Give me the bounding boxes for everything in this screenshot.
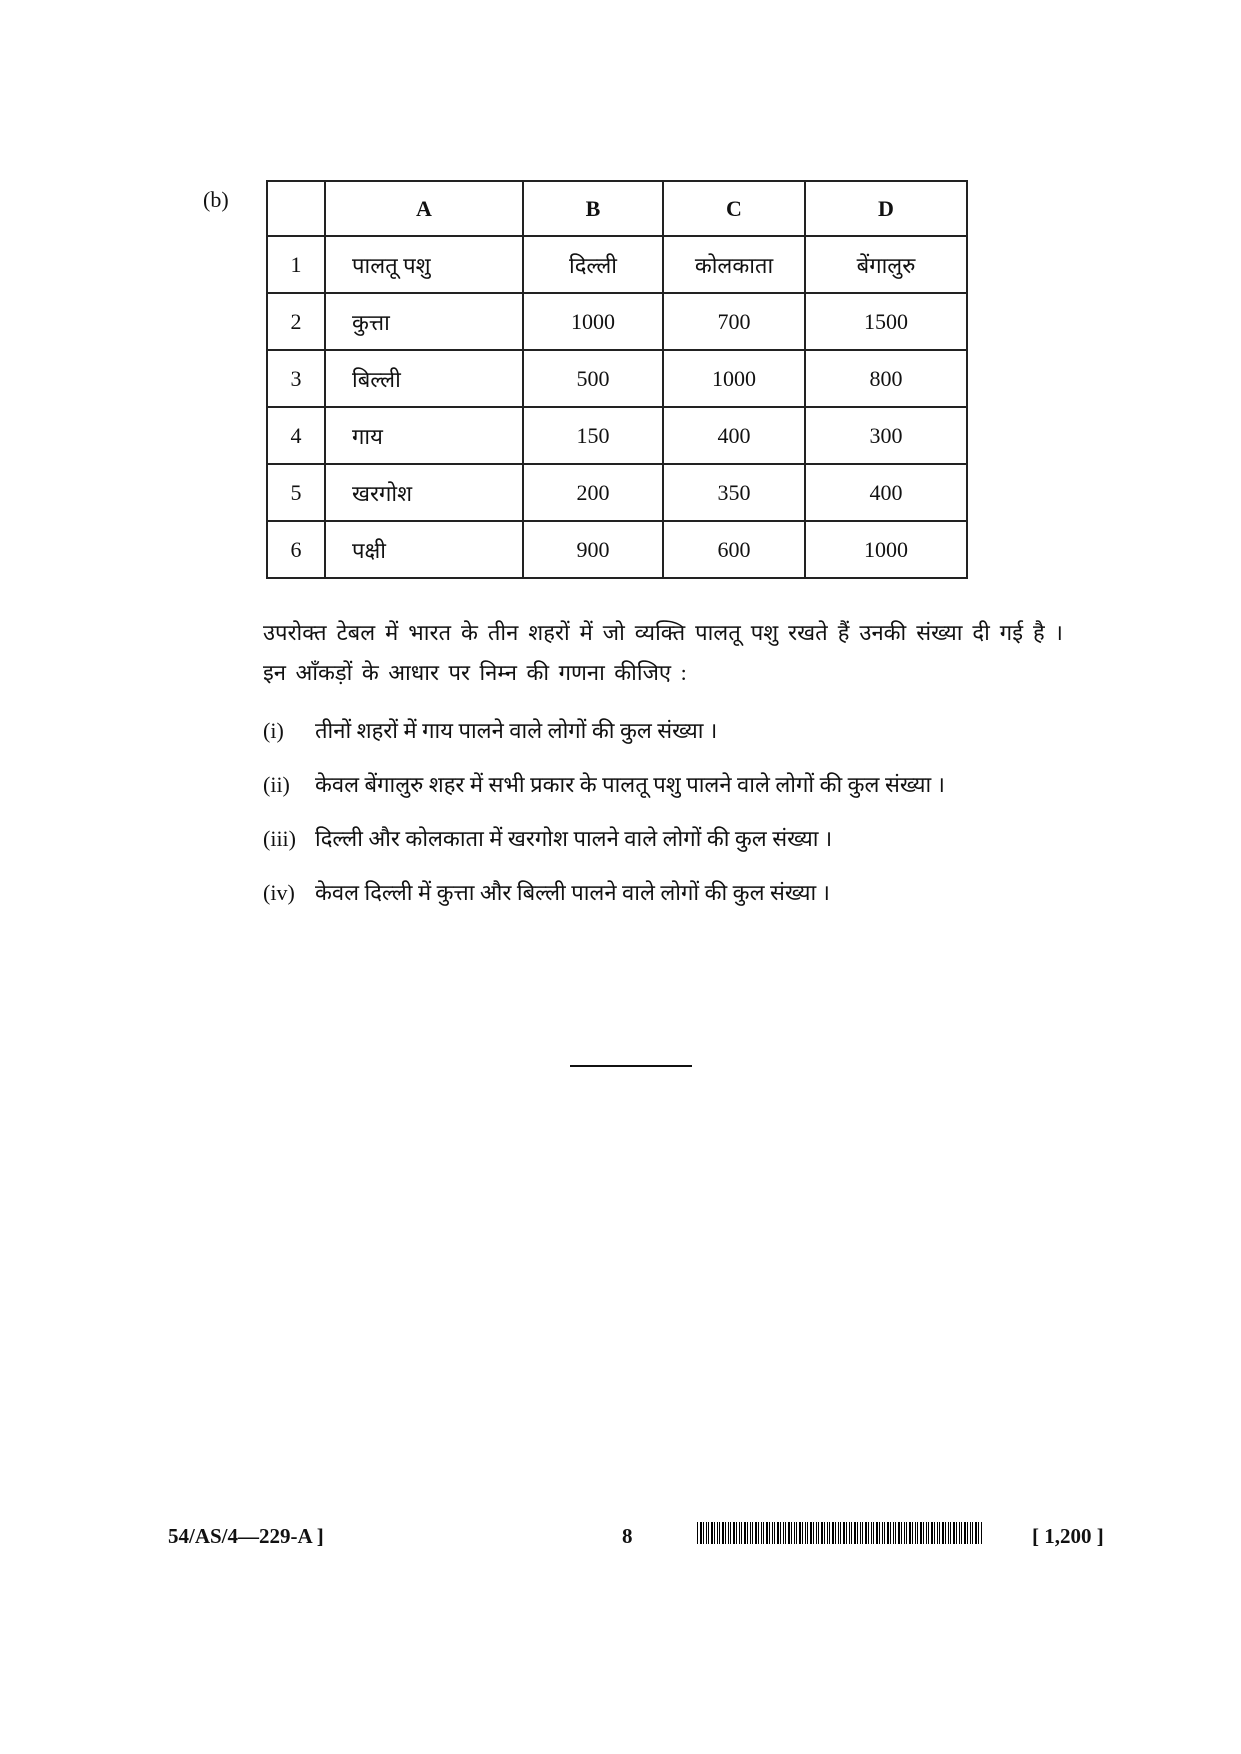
table-cell: 1000 [523, 293, 663, 350]
table-header-cell: C [663, 181, 805, 236]
list-item [263, 765, 1083, 819]
print-count: [ 1,200 ] [1032, 1524, 1104, 1548]
table-cell: 200 [523, 464, 663, 521]
table-cell: बेंगालुरु [805, 236, 967, 293]
row-index: 4 [267, 407, 325, 464]
table-cell: 300 [805, 407, 967, 464]
table-header-cell: B [523, 181, 663, 236]
row-label: गाय [325, 407, 523, 464]
table-cell: 400 [805, 464, 967, 521]
sub-question-text: तीनों शहरों में गाय पालने वाले लोगों की कुल संख्या । [315, 718, 718, 743]
row-index: 2 [267, 293, 325, 350]
table-cell: 700 [663, 293, 805, 350]
sub-question-number: (ii) [263, 772, 290, 797]
sub-question-list [263, 711, 1083, 927]
sub-question-text: दिल्ली और कोलकाता में खरगोश पालने वाले लोगों की कुल संख्या । [315, 826, 833, 851]
table-header-cell [267, 181, 325, 236]
table-cell: 1000 [805, 521, 967, 578]
question-part-label: (b) [203, 187, 229, 212]
row-label: पक्षी [325, 521, 523, 578]
table-cell: दिल्ली [523, 236, 663, 293]
table-row [267, 407, 967, 464]
list-item [263, 873, 1083, 927]
table-cell: 1500 [805, 293, 967, 350]
sub-question-text: केवल बेंगालुरु शहर में सभी प्रकार के पालतू पशु पालने वाले लोगों की कुल संख्या । [315, 772, 946, 797]
table-row [267, 350, 967, 407]
table-header-cell: A [325, 181, 523, 236]
list-item [263, 711, 1083, 765]
barcode-image [697, 1522, 982, 1544]
list-item [263, 819, 1083, 873]
row-index: 3 [267, 350, 325, 407]
row-label: खरगोश [325, 464, 523, 521]
table-cell: 150 [523, 407, 663, 464]
sub-question-number: (i) [263, 718, 284, 743]
table-row [267, 464, 967, 521]
row-label: कुत्ता [325, 293, 523, 350]
row-label: पालतू पशु [325, 236, 523, 293]
table-row [267, 521, 967, 578]
row-index: 5 [267, 464, 325, 521]
table-cell: 500 [523, 350, 663, 407]
table-row [267, 236, 967, 293]
table-row [267, 293, 967, 350]
table-header-cell: D [805, 181, 967, 236]
table-cell: 400 [663, 407, 805, 464]
table-cell: 600 [663, 521, 805, 578]
sub-question-number: (iii) [263, 826, 296, 851]
row-index: 6 [267, 521, 325, 578]
paper-code: 54/AS/4—229-A ] [168, 1524, 324, 1548]
table-cell: कोलकाता [663, 236, 805, 293]
question-prompt: उपरोक्त टेबल में भारत के तीन शहरों में जो व्यक्ति पालतू पशु रखते हैं उनकी संख्या दी गई है । इन आँकड़ों के आधार पर निम्न की गणना कीजिए : [263, 620, 1063, 685]
page-number: 8 [622, 1524, 633, 1548]
row-index: 1 [267, 236, 325, 293]
pet-owners-table [266, 180, 968, 579]
end-of-paper-rule [570, 1065, 692, 1067]
table-header-row [267, 181, 967, 236]
table-cell: 350 [663, 464, 805, 521]
table-cell: 1000 [663, 350, 805, 407]
table-cell: 900 [523, 521, 663, 578]
sub-question-number: (iv) [263, 880, 295, 905]
row-label: बिल्ली [325, 350, 523, 407]
table-cell: 800 [805, 350, 967, 407]
sub-question-text: केवल दिल्ली में कुत्ता और बिल्ली पालने वाले लोगों की कुल संख्या । [315, 880, 831, 905]
